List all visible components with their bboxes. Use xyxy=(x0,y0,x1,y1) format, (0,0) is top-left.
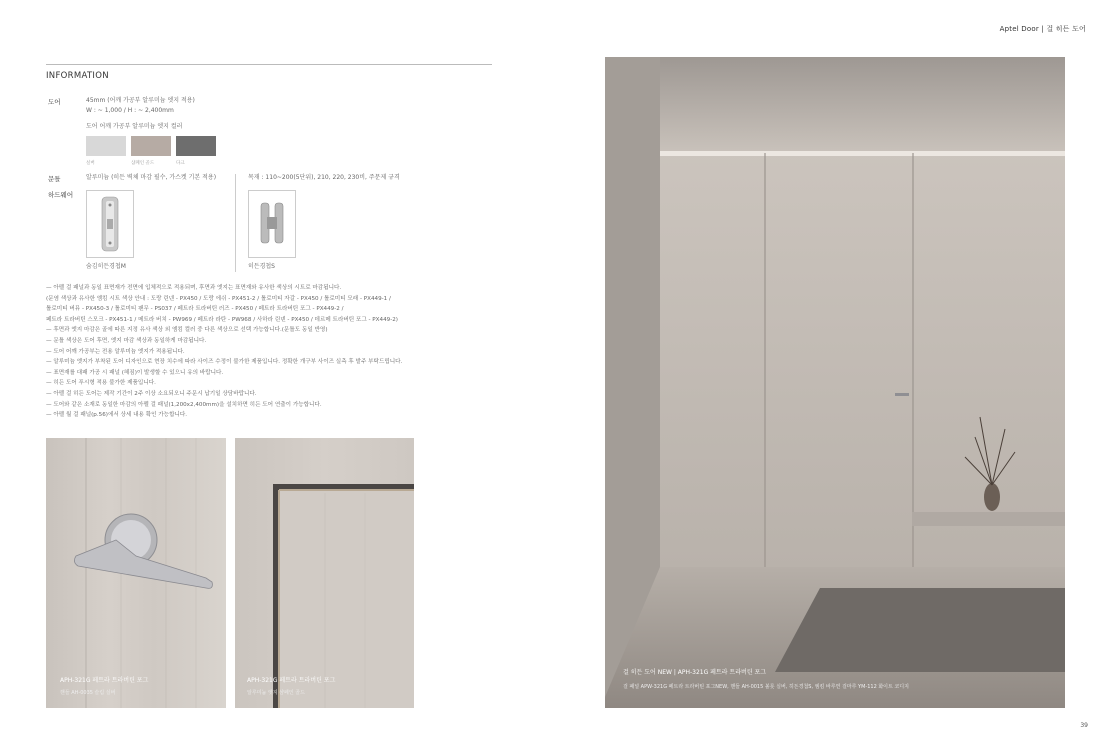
note-line: — 아펠 월 걸 패널(p.56)에서 상세 내용 확인 가능합니다. xyxy=(46,412,188,419)
handle-photo xyxy=(46,438,226,708)
hinge-icon xyxy=(87,191,133,257)
hinge-icon xyxy=(249,191,295,257)
photo-caption: APH-321G 페트라 트라버틴 포그 xyxy=(247,677,336,684)
note-line: 페트라 트라버틴 스모크 - PX451-1 / 메트라 버치 - PW969 / 페트라 라탄 - PW968 / 사하라 린넨 - PX450 / 데르메 트라버틴 포그 - PX449-2) xyxy=(46,316,398,323)
color-swatch-silver xyxy=(86,136,126,156)
note-line: (문염 색상과 유사한 엠킴 시트 색상 안내 : 도랑 린넨 - PX450 / 도랑 에쉬 - PX451-2 / 톨로미티 자갈 - PX450 / 톨로미티 모래 - PX449-1 / xyxy=(46,295,391,302)
hardware-caption: 숨김히든경첩M xyxy=(86,263,126,270)
door-spec-line2: W : ~ 1,000 / H : ~ 2,400mm xyxy=(86,107,174,114)
photo-caption: APH-321G 페트라 트라버틴 포그 xyxy=(60,677,149,684)
photo-subcaption: 핸들 AH-0035 슬림 실버 xyxy=(60,690,116,696)
swatch-label: 실버 xyxy=(86,161,95,166)
swatch-label: 샴페인 골드 xyxy=(131,161,155,166)
color-swatch-champagne-gold xyxy=(131,136,171,156)
note-line: 톨로미티 버뮤 - PX450-3 / 톨로미티 팬무 - PS037 / 페트라 트라버틴 러즈 - PX450 / 페트라 트라버틴 포그 - PX449-2 / xyxy=(46,306,344,313)
note-line: — 도어와 같은 소재로 동일한 마감의 아펠 걸 패널(1,200x2,400mm)을 설치하면 히든 도어 연출이 가능합니다. xyxy=(46,401,322,408)
photo-caption: 걸 히든 도어 NEW | APH-321G 페트라 트라버틴 포그 xyxy=(623,669,767,676)
note-line: — 문틀 색상은 도어 후면, 엣지 마감 색상과 동일하게 마감됩니다. xyxy=(46,337,207,344)
photo-subcaption: 걸 패널 APW-321G 페트라 트라버틴 포그NEW, 핸들 AH-0015 볼롯 실버, 히든경첩S, 엠킴 바루연 걸마루 YM-112 화이트 코디지 xyxy=(623,684,909,690)
interior-illustration xyxy=(605,57,1065,708)
edge-color-label: 도어 어깨 가공부 알루미늄 엣지 컬러 xyxy=(86,123,183,130)
door-edge-photo xyxy=(235,438,414,708)
swatch-label: 다크 xyxy=(176,161,185,166)
frame-spec: 알루미늄 (히든 벽체 마감 필수, 가스켓 기본 적용) xyxy=(86,174,217,181)
color-swatch-dark xyxy=(176,136,216,156)
note-line: — 아펠 걸 패널과 동일 표면재가 전면에 입체적으로 적용되며, 후면과 엣지는 표면재와 유사한 색상의 시트로 마감됩니다. xyxy=(46,285,342,291)
note-line: — 표면재를 대패 가공 시 패널 (헤짐)이 발생할 수 있으니 유의 바랍니다. xyxy=(46,369,224,376)
frame-label: 문틀 xyxy=(48,175,61,183)
hardware-caption: 히든경첩S xyxy=(248,263,275,270)
note-line: — 알루미늄 엣지가 부착된 도어 디자인으로 현장 치수에 따라 사이즈 수정이 불가한 제품입니다. 정확한 개구부 사이즈 실측 후 발주 부탁드립니다. xyxy=(46,359,403,366)
door-label: 도어 xyxy=(48,98,61,106)
hinge-m-image xyxy=(86,190,134,258)
note-line: — 아펠 걸 히든 도어는 제작 기간이 2주 이상 소요되오니 주문시 납기일 상담바랍니다. xyxy=(46,390,257,397)
hardware-label: 하드웨어 xyxy=(48,191,74,199)
interior-photo xyxy=(605,57,1065,708)
photo-subcaption: 알루미늄 엣지 샴페인 골드 xyxy=(247,690,305,696)
page-header: Aptel Door | 걸 히든 도어 xyxy=(999,25,1086,33)
note-line: — 도어 어깨 가공부는 전용 알루미늄 엣지가 적용됩니다. xyxy=(46,348,185,355)
hinge-s-image xyxy=(248,190,296,258)
section-divider xyxy=(46,64,492,65)
column-divider xyxy=(235,174,236,272)
note-line: — 후면과 엣지 마감은 골에 따른 지정 유사 색상 외 엠킴 컬러 중 다른 색상으로 선택 가능합니다.(문틀도 동일 반영) xyxy=(46,327,328,334)
door-spec-line1: 45mm (어깨 가공부 알루미늄 엣지 적용) xyxy=(86,97,195,104)
door-edge-illustration xyxy=(235,438,414,708)
page-number: 39 xyxy=(1080,722,1088,729)
note-line: — 히든 도어 푸시형 적용 불가한 제품입니다. xyxy=(46,380,156,387)
section-title: INFORMATION xyxy=(46,71,109,81)
handle-illustration xyxy=(46,438,226,708)
frame-spec-wood: 목재 : 110~200(5단위), 210, 220, 230비, 주문제 규격 xyxy=(248,174,400,181)
notes-list xyxy=(46,283,402,421)
